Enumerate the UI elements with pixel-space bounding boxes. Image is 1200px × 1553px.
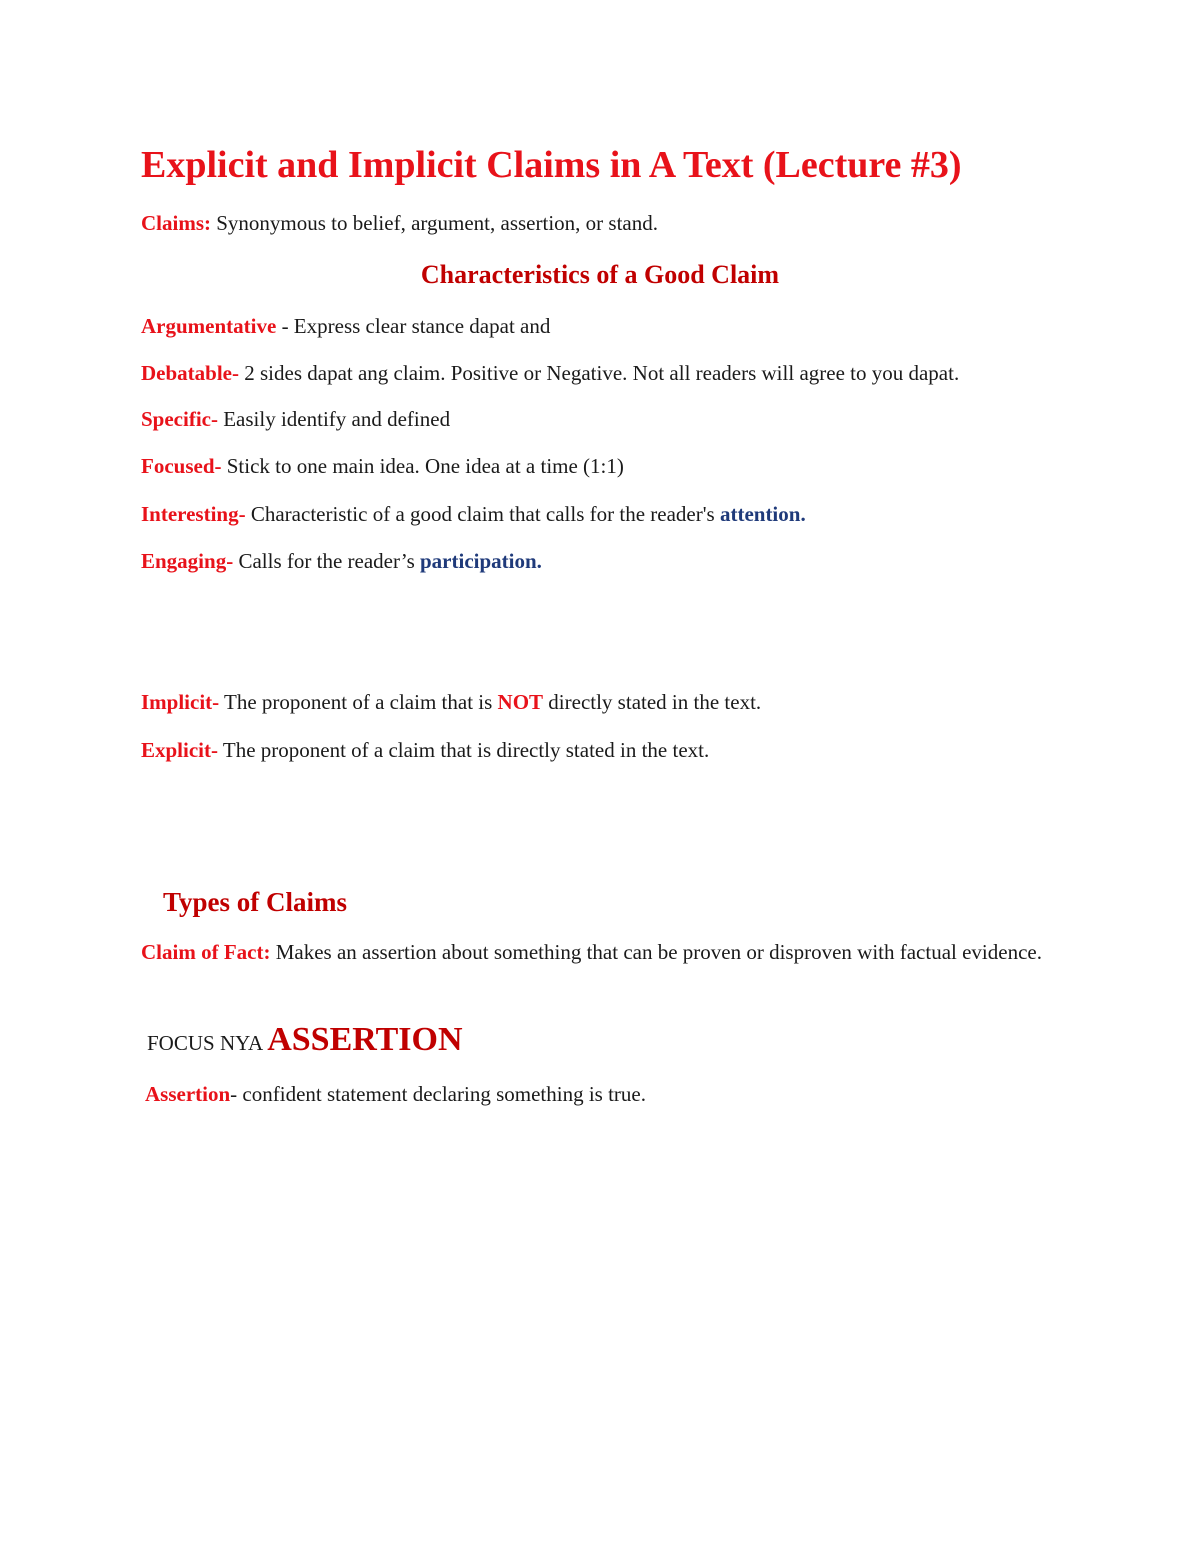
characteristic-term: Specific- <box>141 407 218 431</box>
characteristic-text: Easily identify and defined <box>217 407 451 431</box>
claim-of-fact-definition <box>141 937 1071 968</box>
assertion-term: Assertion <box>145 1082 231 1106</box>
assertion-definition <box>145 1081 646 1107</box>
types-heading: Types of Claims <box>163 887 348 917</box>
explicit-definition <box>141 737 709 763</box>
implicit-emphasis: NOT <box>497 690 544 714</box>
characteristic-text: Stick to one main idea. One idea at a time (1:1) <box>221 454 624 478</box>
implicit-text-after: directly stated in the text. <box>543 690 762 714</box>
characteristic-term: Engaging- <box>141 549 234 573</box>
claim-of-fact-text: Makes an assertion about something that can be proven or disproven with factual evidence. <box>270 940 1042 964</box>
focus-line <box>147 1018 463 1065</box>
characteristic-text: Characteristic of a good claim that calls for the reader's <box>245 502 720 526</box>
implicit-text-before: The proponent of a claim that is <box>219 690 498 714</box>
claims-term: Claims: <box>141 211 211 235</box>
implicit-term: Implicit- <box>141 690 220 714</box>
assertion-text: - confident statement declaring something is true. <box>230 1082 646 1106</box>
characteristics-heading: Characteristics of a Good Claim <box>420 260 780 289</box>
explicit-term: Explicit- <box>141 738 218 762</box>
characteristic-term: Focused- <box>141 454 222 478</box>
characteristic-term: Argumentative <box>141 314 282 338</box>
characteristic-term: Debatable- <box>141 361 239 385</box>
characteristic-debatable <box>141 360 959 386</box>
characteristic-term: Interesting- <box>141 502 246 526</box>
characteristic-engaging <box>141 548 542 574</box>
claims-text: Synonymous to belief, argument, assertion, or stand. <box>211 211 658 235</box>
characteristic-text: - Express clear stance dapat and <box>281 314 551 338</box>
characteristic-specific <box>141 406 450 432</box>
focus-big-word: ASSERTION <box>267 1021 463 1058</box>
implicit-definition <box>141 689 761 715</box>
characteristic-interesting <box>141 501 806 527</box>
document-title: Explicit and Implicit Claims in A Text (Lecture #3) <box>141 144 962 186</box>
focus-prefix: FOCUS NYA <box>147 1031 268 1055</box>
characteristic-text: Calls for the reader’s <box>233 549 420 573</box>
explicit-text: The proponent of a claim that is directly stated in the text. <box>218 738 710 762</box>
characteristic-argumentative <box>141 313 550 339</box>
characteristic-emphasis: attention. <box>719 502 806 526</box>
claims-definition <box>141 210 658 236</box>
claim-of-fact-term: Claim of Fact: <box>141 940 271 964</box>
characteristic-emphasis: participation. <box>420 549 542 573</box>
characteristic-focused <box>141 453 624 479</box>
characteristic-text: 2 sides dapat ang claim. Positive or Negative. Not all readers will agree to you dapat. <box>239 361 960 385</box>
